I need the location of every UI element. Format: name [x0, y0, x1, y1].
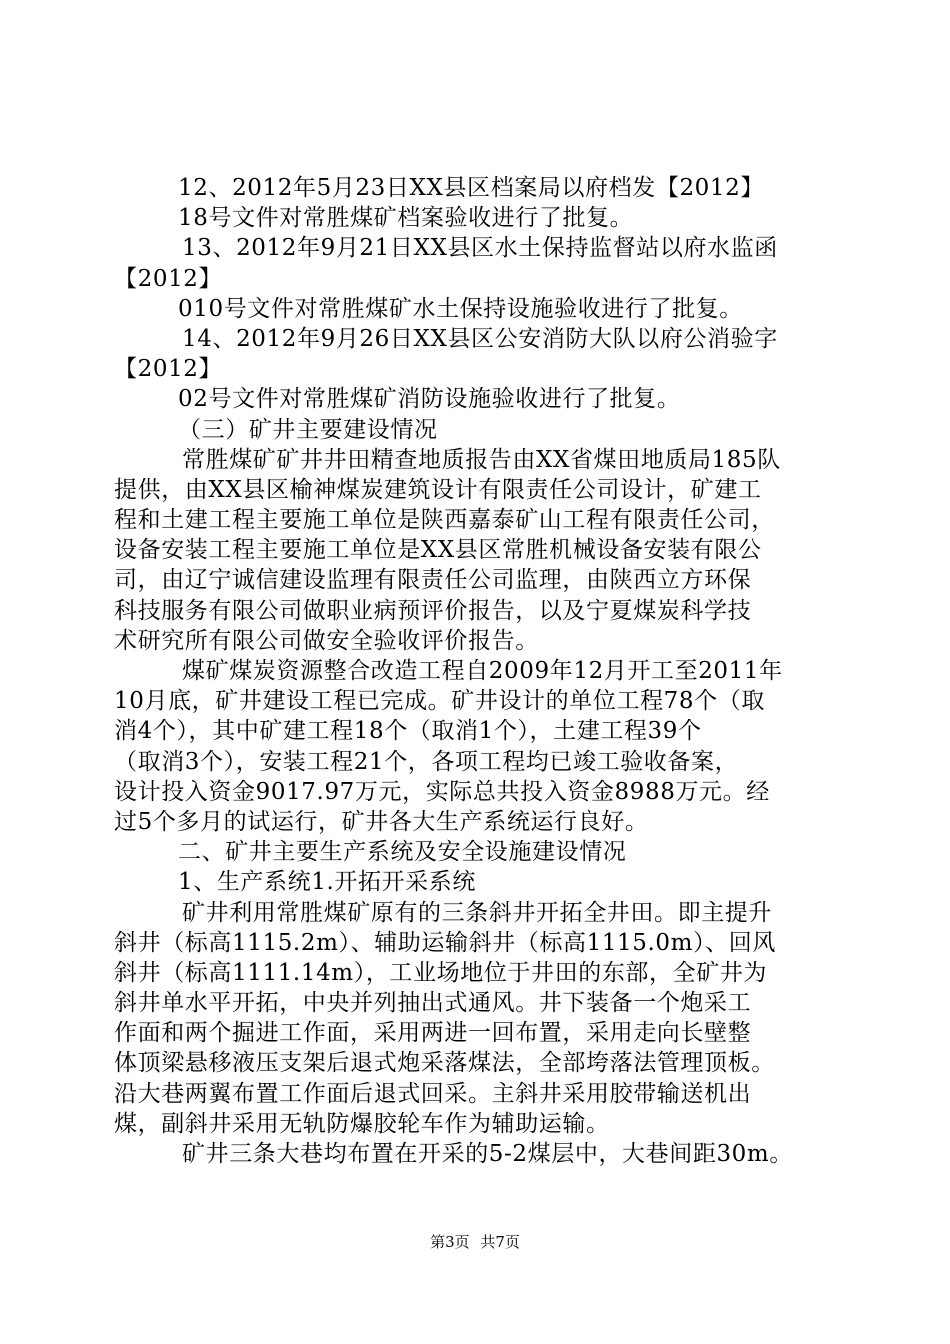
text-line: 斜井单水平开拓，中央并列抽出式通风。井下装备一个炮采工 — [114, 990, 752, 1017]
text-line: 体顶梁悬移液压支架后退式炮采落煤法，全部垮落法管理顶板。 — [114, 1050, 775, 1077]
text-line: 司，由辽宁诚信建设监理有限责任公司监理，由陕西立方环保 — [114, 567, 752, 594]
text-line: 煤，副斜井采用无轨防爆胶轮车作为辅助运输。 — [114, 1110, 610, 1137]
text-line: 矿井三条大巷均布置在开采的5-2煤层中，大巷间距30m。 — [182, 1141, 793, 1167]
text-line: 10月底，矿井建设工程已完成。矿井设计的单位工程78个（取 — [114, 688, 765, 715]
text-line: 设计投入资金9017.97万元，实际总共投入资金8988万元。经 — [114, 778, 770, 805]
text-line: 13、2012年9月21日XX县区水土保持监督站以府水监函 — [182, 235, 778, 262]
section-heading: （三）矿井主要建设情况 — [178, 416, 438, 443]
text-line: 【2012】 — [114, 265, 223, 292]
text-line: 煤矿煤炭资源整合改造工程自2009年12月开工至2011年 — [182, 658, 783, 684]
text-line: 14、2012年9月26日XX县区公安消防大队以府公消验字 — [182, 325, 778, 352]
section-heading: 二、矿井主要生产系统及安全设施建设情况 — [178, 839, 627, 866]
text-line: 【2012】 — [114, 356, 223, 383]
text-line: 科技服务有限公司做职业病预评价报告，以及宁夏煤炭科学技 — [114, 597, 752, 624]
text-line: 程和土建工程主要施工单位是陕西嘉泰矿山工程有限责任公司， — [114, 507, 775, 534]
section-heading: 1、生产系统1.开拓开采系统 — [178, 869, 476, 896]
page-footer — [0, 1232, 950, 1252]
text-line: 斜井（标高1111.14m），工业场地位于井田的东部，全矿井为 — [114, 959, 768, 986]
text-line: 斜井（标高1115.2m）、辅助运输斜井（标高1115.0m）、回风 — [114, 929, 776, 956]
text-line: 提供，由XX县区榆神煤炭建筑设计有限责任公司设计，矿建工 — [114, 476, 762, 503]
text-line: 18号文件对常胜煤矿档案验收进行了批复。 — [178, 205, 634, 232]
text-line: 过5个多月的试运行，矿井各大生产系统运行良好。 — [114, 808, 649, 835]
text-line: 术研究所有限公司做安全验收评价报告。 — [114, 627, 539, 654]
text-line: 沿大巷两翼布置工作面后退式回采。主斜井采用胶带输送机出 — [114, 1080, 752, 1107]
text-line: 02号文件对常胜煤矿消防设施验收进行了批复。 — [178, 386, 681, 413]
page-number: 第3页 — [430, 1233, 470, 1251]
text-line: 设备安装工程主要施工单位是XX县区常胜机械设备安装有限公 — [114, 537, 762, 564]
page-total: 共7页 — [480, 1233, 520, 1251]
text-line: 矿井利用常胜煤矿原有的三条斜井开拓全井田。即主提升 — [182, 899, 772, 926]
text-line: （取消3个），安装工程21个，各项工程均已竣工验收备案， — [114, 748, 739, 775]
text-line: 常胜煤矿矿井井田精查地质报告由XX省煤田地质局185队 — [182, 446, 781, 473]
text-line: 010号文件对常胜煤矿水土保持设施验收进行了批复。 — [178, 295, 743, 322]
document-body — [114, 173, 834, 1169]
text-line: 作面和两个掘进工作面，采用两进一回布置，采用走向长壁整 — [114, 1020, 752, 1047]
text-line: 消4个），其中矿建工程18个（取消1个），土建工程39个 — [114, 718, 702, 745]
text-line: 12、2012年5月23日XX县区档案局以府档发【2012】 — [178, 175, 764, 201]
